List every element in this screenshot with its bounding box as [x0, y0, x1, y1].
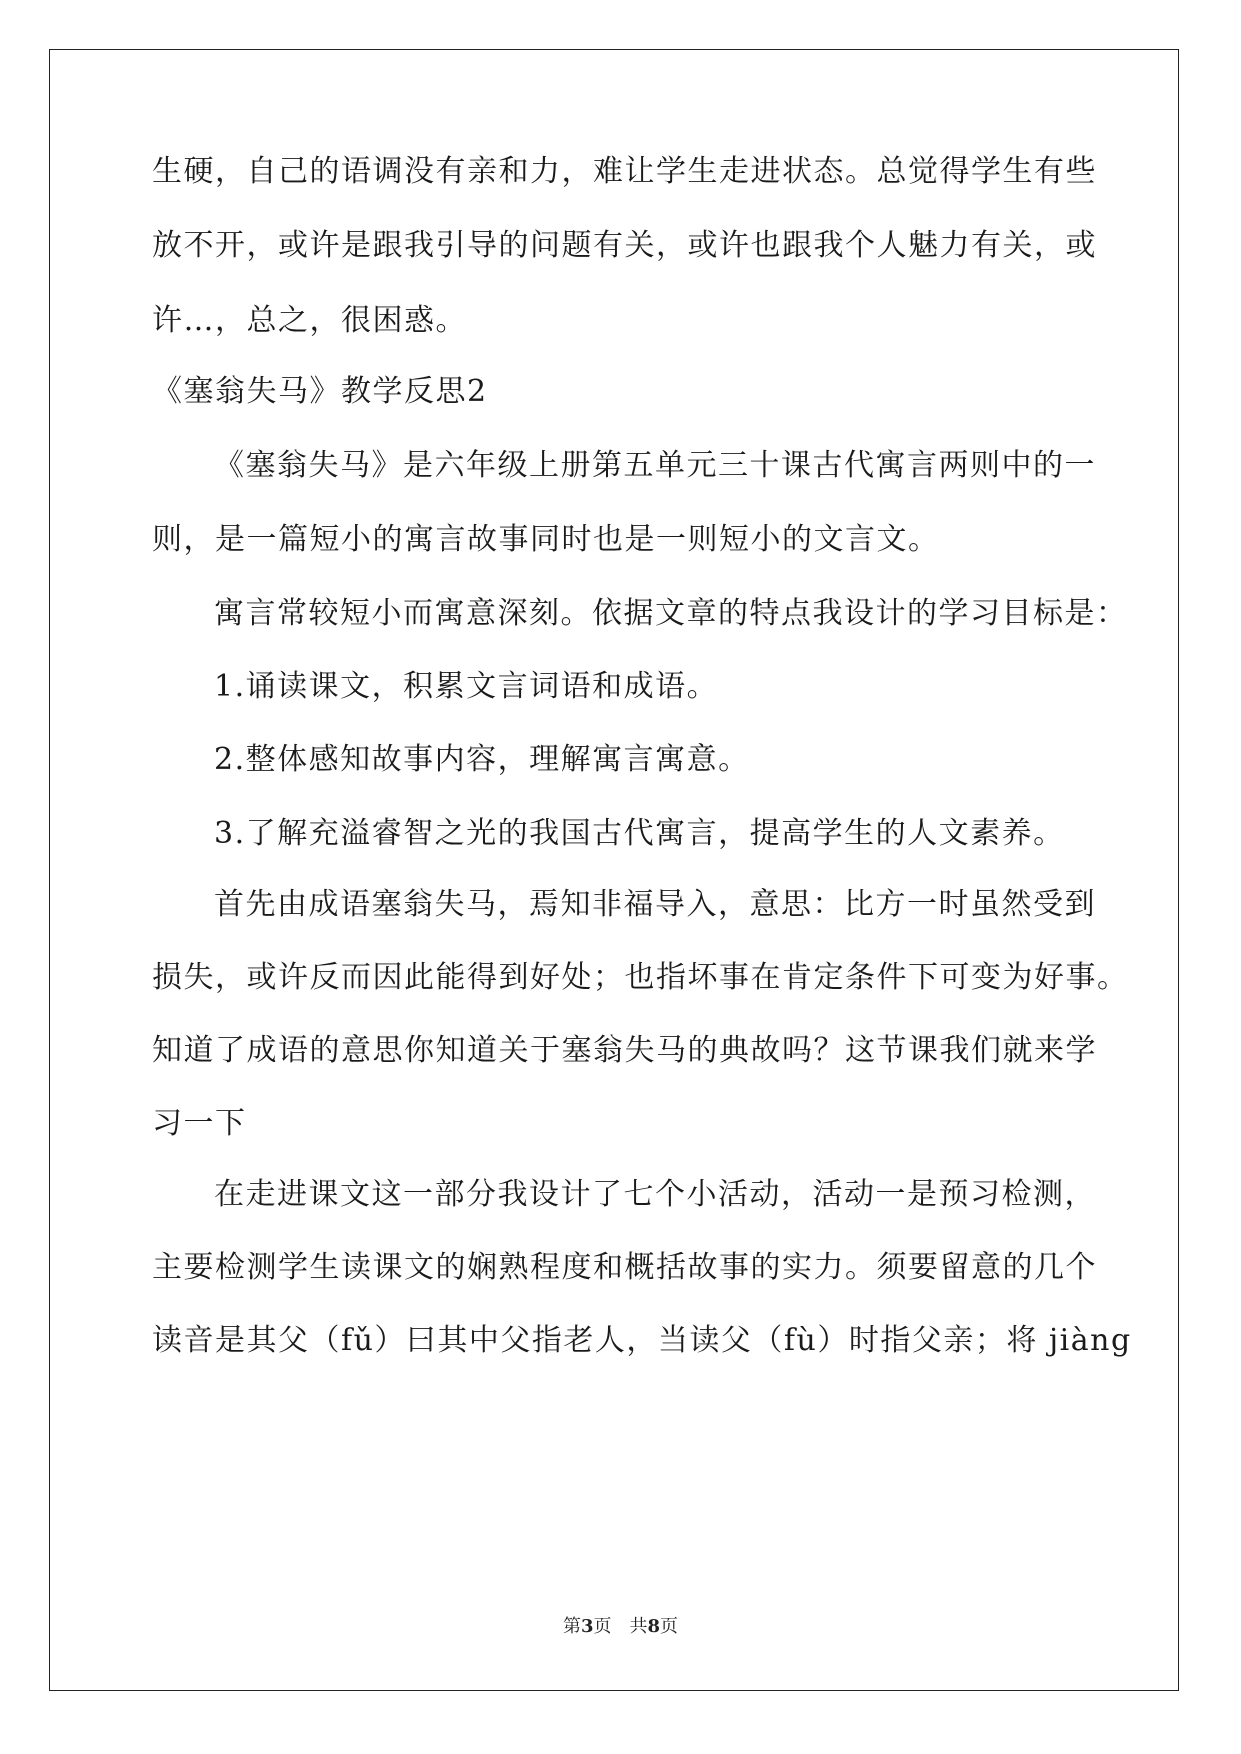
- text-line: 许…，总之，很困惑。: [152, 303, 467, 338]
- text-line: 读音是其父（fǔ）曰其中父指老人，当读父（fù）时指父亲；将 jiàng: [152, 1323, 1132, 1358]
- text-line: 损失，或许反而因此能得到好处；也指坏事在肯定条件下可变为好事。: [152, 960, 1129, 995]
- current-page-number: 3: [580, 1616, 594, 1637]
- text-line: 知道了成语的意思你知道关于塞翁失马的典故吗？这节课我们就来学: [152, 1033, 1097, 1068]
- text-line: 《塞翁失马》是六年级上册第五单元三十课古代寓言两则中的一: [214, 448, 1096, 483]
- page-border: [49, 49, 1179, 1691]
- list-item: 1.诵读课文，积累文言词语和成语。: [214, 669, 719, 704]
- page-label-suffix: 页: [660, 1616, 679, 1637]
- page-label-prefix: 第: [562, 1616, 581, 1637]
- text-line: 在走进课文这一部分我设计了七个小活动，活动一是预习检测，: [214, 1177, 1096, 1212]
- text-line: 放不开，或许是跟我引导的问题有关，或许也跟我个人魅力有关，或: [152, 228, 1097, 263]
- list-item: 2.整体感知故事内容，理解寓言寓意。: [214, 742, 750, 777]
- section-heading: 《塞翁失马》教学反思2: [152, 374, 488, 409]
- text-line: 习一下: [152, 1106, 247, 1141]
- text-line: 首先由成语塞翁失马，焉知非福导入，意思：比方一时虽然受到: [214, 887, 1096, 922]
- page-label-mid: 页 共: [593, 1616, 648, 1637]
- text-line: 则，是一篇短小的寓言故事同时也是一则短小的文言文。: [152, 522, 940, 557]
- text-line: 主要检测学生读课文的娴熟程度和概括故事的实力。须要留意的几个: [152, 1250, 1097, 1285]
- text-line: 生硬，自己的语调没有亲和力，难让学生走进状态。总觉得学生有些: [152, 154, 1097, 189]
- text-line: 寓言常较短小而寓意深刻。依据文章的特点我设计的学习目标是：: [214, 596, 1128, 631]
- list-item: 3.了解充溢睿智之光的我国古代寓言，提高学生的人文素养。: [214, 816, 1065, 851]
- page-footer: [0, 1615, 1241, 1639]
- total-page-number: 8: [647, 1616, 661, 1637]
